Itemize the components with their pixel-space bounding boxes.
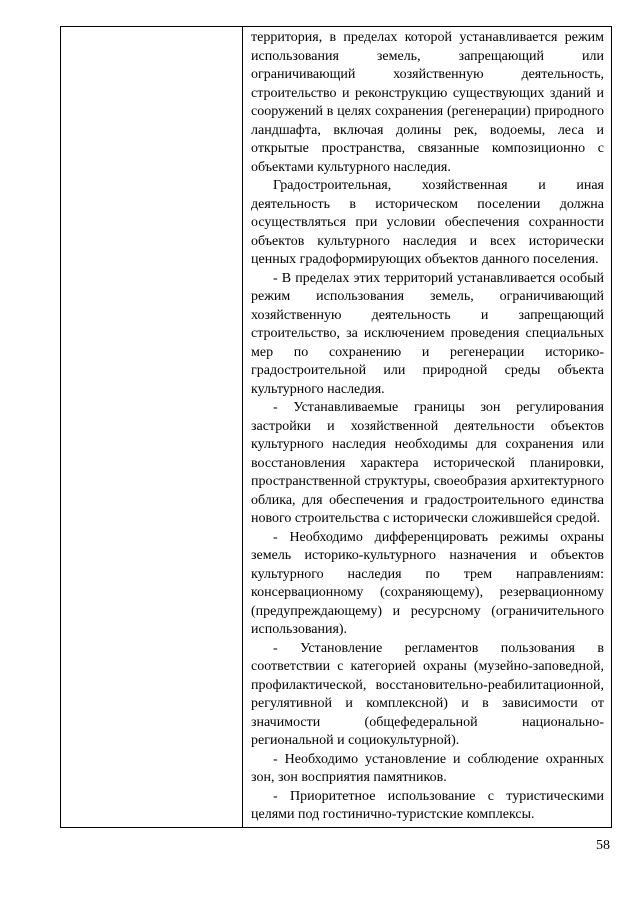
page-number: 58	[596, 838, 610, 853]
paragraph-2: Градостроительная, хозяйственная и иная деятельность в историческом поселении должна осуществляться при условии обеспечения сохранности объектов культурного наследия и всех исторически ценных градоформирующих объектов данного поселения.	[251, 178, 604, 267]
paragraph-8: - Приоритетное использование с туристическими целями под гостинично-туристские комплексы.	[251, 788, 604, 822]
paragraph-6: - Установление регламентов пользования в соответствии с категорией охраны (музейно-заповедной, профилактической, восстановительно-реабилитационной, регулятивной и комплексной) и в зависимости от значимости (общефедеральной национально-региональной и социокультурной).	[251, 640, 604, 748]
paragraph-7: - Необходимо установление и соблюдение охранных зон, зон восприятия памятников.	[251, 751, 604, 785]
paragraph-4: - Устанавливаемые границы зон регулирования застройки и хозяйственной деятельности объектов культурного наследия необходимы для сохранения или восстановления характера исторической планировки, пространственной структуры, своеобразия архитектурного облика, для обеспечения и градостроительного единства нового строительства с исторически сложившейся средой.	[251, 400, 604, 526]
paragraph-3: - В пределах этих территорий устанавливается особый режим использования земель, ограничивающий хозяйственную деятельность и запрещающий строительство, за исключением проведения специальных мер по сохранению и регенерации историко-градостроительной или природной среды объекта культурного наследия.	[251, 270, 604, 397]
table-left-cell	[61, 27, 243, 827]
document-table	[60, 26, 612, 828]
paragraph-5: - Необходимо дифференцировать режимы охраны земель историко-культурного назначения и объектов культурного наследия по трем направлениям: консервационному (сохраняющему), резервационному (предупреждающему) и ресурсному (ограничительного использования).	[251, 529, 604, 637]
table-right-cell	[243, 27, 611, 827]
paragraph-1: территория, в пределах которой устанавливается режим использования земель, запрещающий или ограничивающий хозяйственную деятельность, строительство и реконструкцию существующих зданий и сооружений в целях сохранения (регенерации) природного ландшафта, включая долины рек, водоемы, леса и открытые пространства, связанные композиционно с объектами культурного наследия.	[251, 30, 604, 175]
